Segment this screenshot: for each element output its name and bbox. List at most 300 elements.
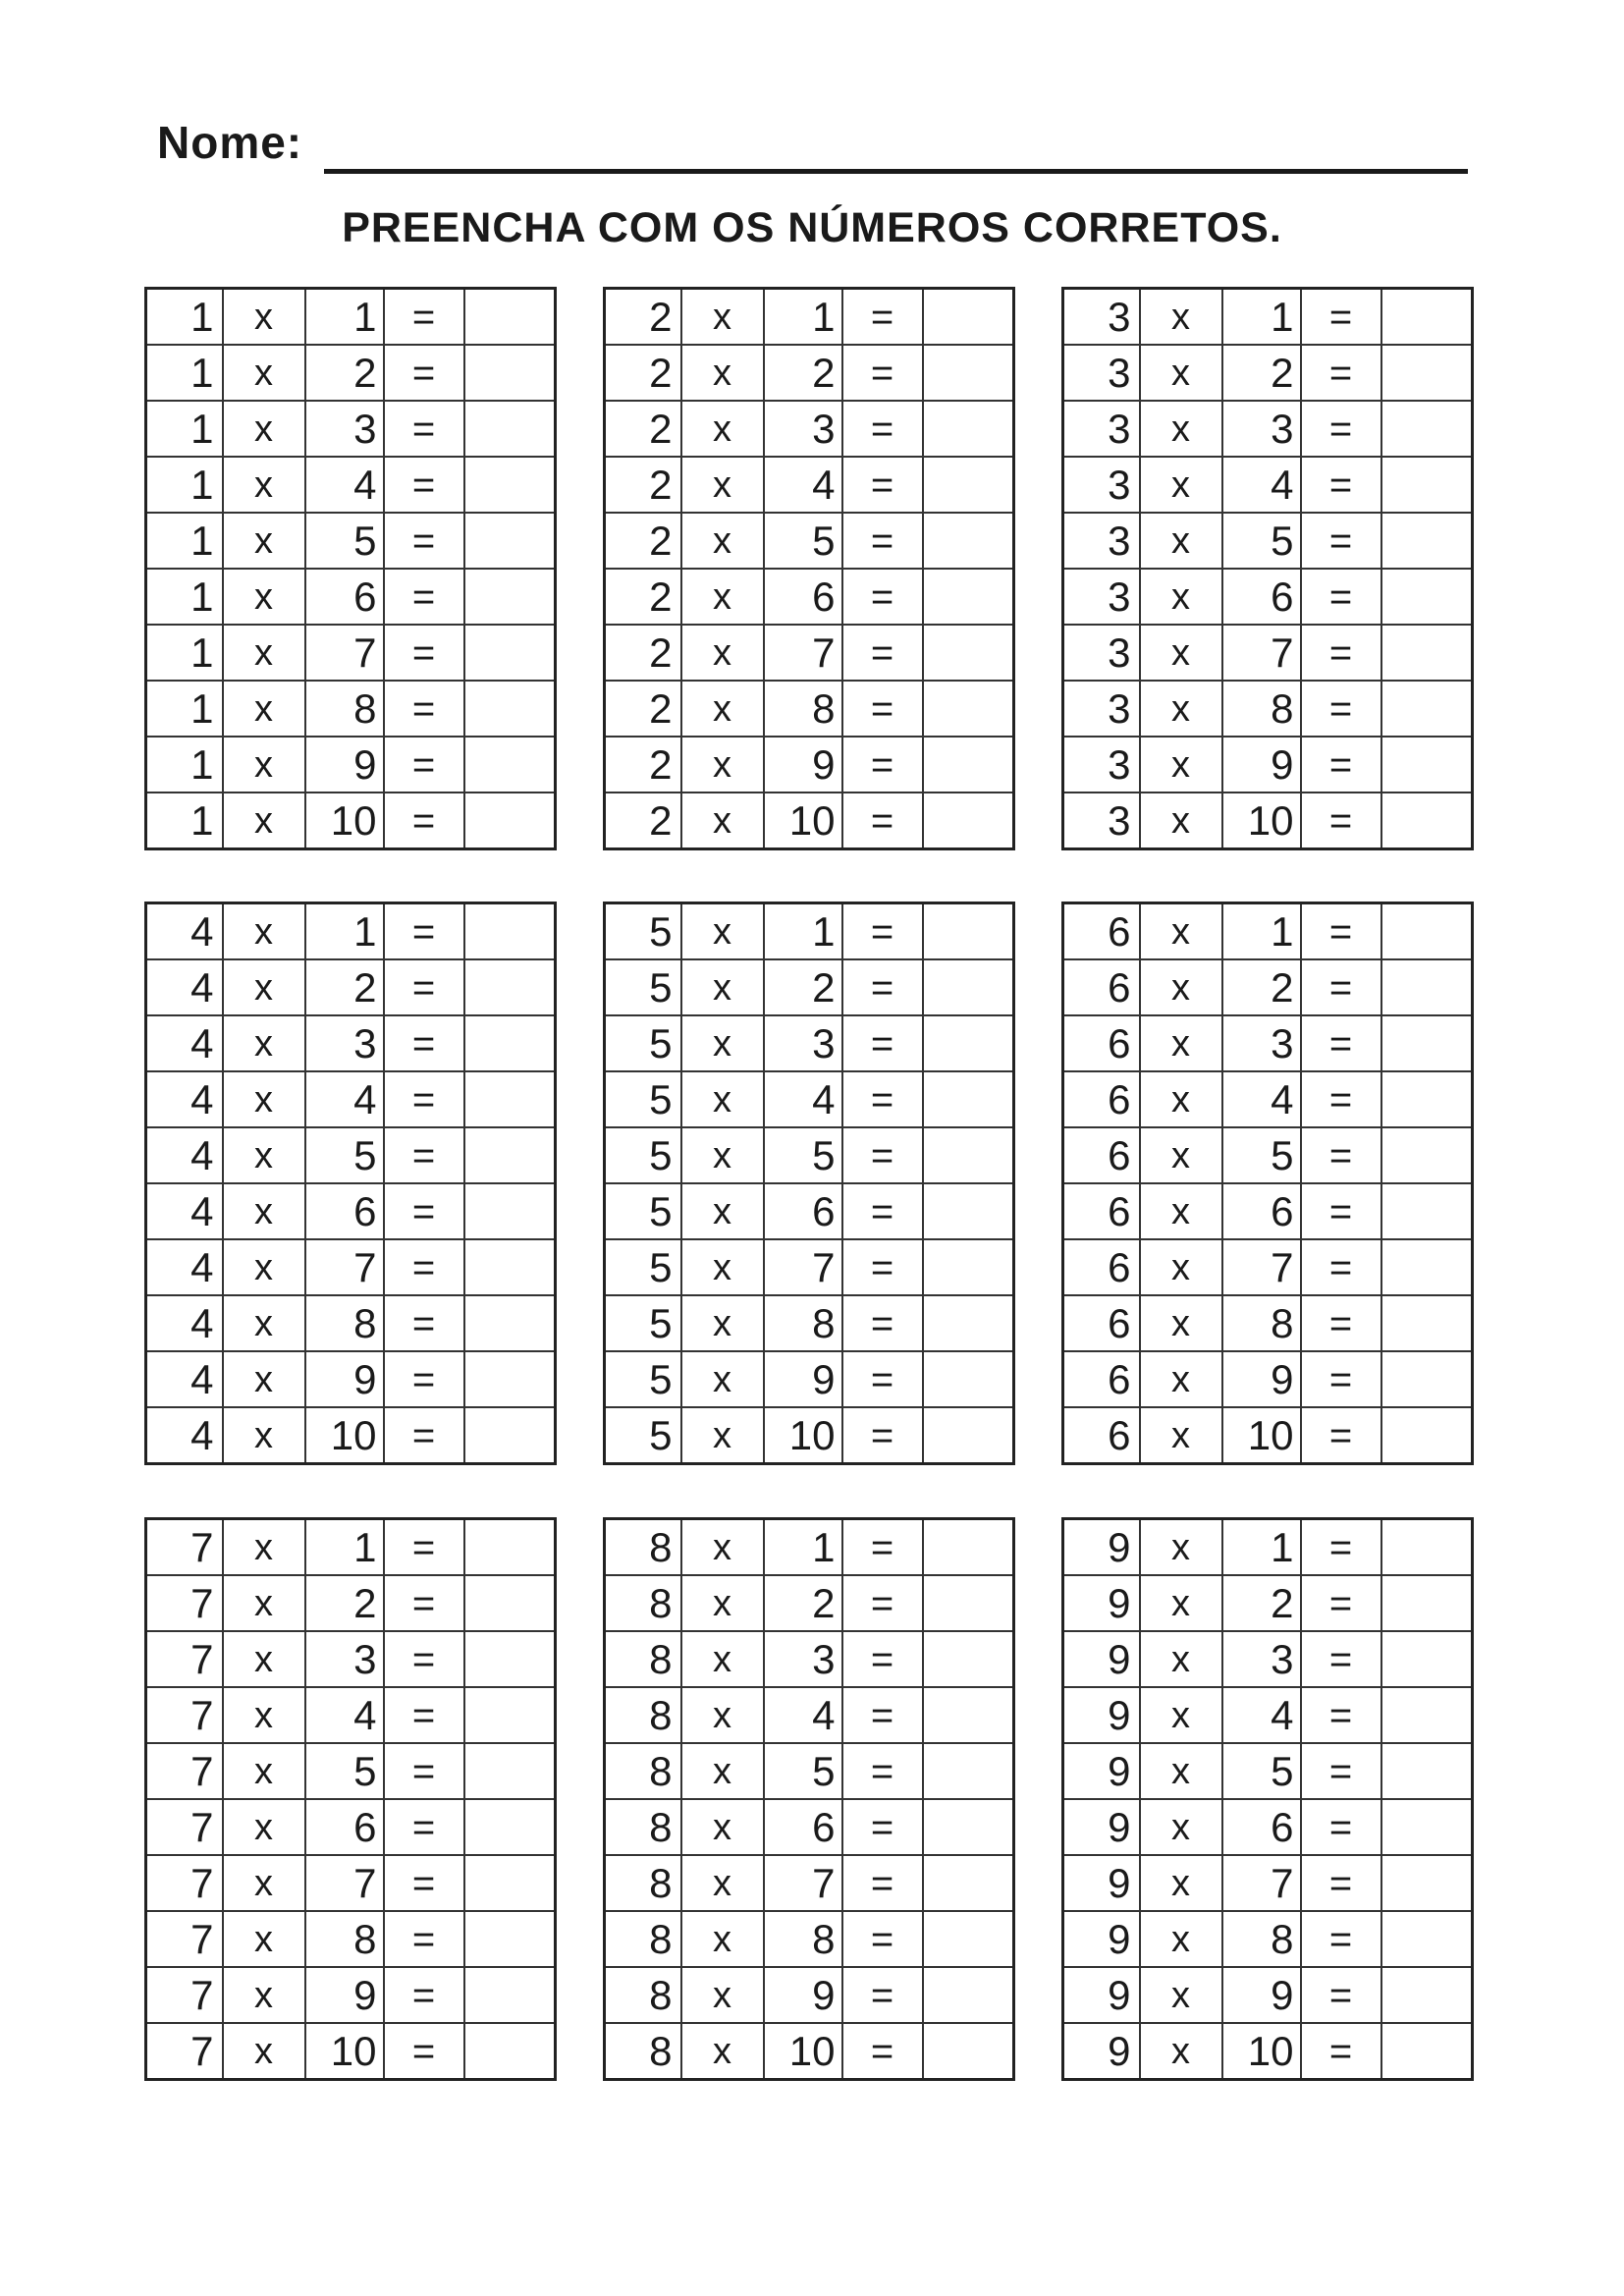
times-sign-cell: x: [681, 1183, 764, 1239]
equals-sign-cell: =: [842, 1687, 923, 1743]
times-sign-cell: x: [1140, 569, 1222, 625]
times-sign-cell: x: [223, 959, 305, 1015]
times-sign-cell: x: [1140, 1127, 1222, 1183]
multiplier-cell: 9: [764, 737, 842, 793]
name-input-line[interactable]: [324, 169, 1468, 174]
answer-cell[interactable]: [923, 1911, 1014, 1967]
answer-cell[interactable]: [1381, 1519, 1473, 1576]
equals-sign-cell: =: [384, 1799, 464, 1855]
times-sign-cell: x: [1140, 1967, 1222, 2023]
answer-cell[interactable]: [1381, 1743, 1473, 1799]
answer-cell[interactable]: [923, 1799, 1014, 1855]
equals-sign-cell: =: [842, 1911, 923, 1967]
multiplier-cell: 4: [764, 1071, 842, 1127]
answer-cell[interactable]: [464, 1911, 556, 1967]
multiplication-table-5: [603, 902, 1015, 1465]
multiplier-cell: 4: [764, 457, 842, 513]
answer-cell[interactable]: [923, 1127, 1014, 1183]
equals-sign-cell: =: [842, 2023, 923, 2080]
equals-sign-cell: =: [1301, 1519, 1381, 1576]
answer-cell[interactable]: [464, 1239, 556, 1295]
times-sign-cell: x: [681, 1967, 764, 2023]
multiplicand-cell: 4: [146, 1127, 223, 1183]
answer-cell[interactable]: [464, 1071, 556, 1127]
table-row: [146, 1799, 556, 1855]
multiplicand-cell: 5: [605, 1071, 681, 1127]
multiplier-cell: 1: [764, 903, 842, 960]
multiplicand-cell: 7: [146, 1631, 223, 1687]
multiplier-cell: 4: [764, 1687, 842, 1743]
multiplier-cell: 5: [1222, 1743, 1301, 1799]
equals-sign-cell: =: [1301, 793, 1381, 849]
equals-sign-cell: =: [842, 1799, 923, 1855]
answer-cell[interactable]: [923, 457, 1014, 513]
multiplicand-cell: 9: [1063, 1631, 1140, 1687]
answer-cell[interactable]: [464, 1407, 556, 1464]
table-row: [146, 1575, 556, 1631]
times-sign-cell: x: [1140, 289, 1222, 346]
multiplier-cell: 7: [764, 1239, 842, 1295]
answer-cell[interactable]: [464, 1519, 556, 1576]
equals-sign-cell: =: [384, 1631, 464, 1687]
times-sign-cell: x: [1140, 1239, 1222, 1295]
name-row: [157, 116, 1468, 179]
answer-cell[interactable]: [923, 1743, 1014, 1799]
answer-cell[interactable]: [923, 793, 1014, 849]
equals-sign-cell: =: [1301, 1407, 1381, 1464]
times-sign-cell: x: [223, 345, 305, 401]
answer-cell[interactable]: [923, 1967, 1014, 2023]
table-row: [605, 793, 1014, 849]
answer-cell[interactable]: [923, 1295, 1014, 1351]
answer-cell[interactable]: [464, 1575, 556, 1631]
times-sign-cell: x: [223, 289, 305, 346]
equals-sign-cell: =: [842, 1743, 923, 1799]
equals-sign-cell: =: [842, 1239, 923, 1295]
answer-cell[interactable]: [464, 681, 556, 737]
multiplier-cell: 4: [305, 1687, 384, 1743]
equals-sign-cell: =: [384, 1295, 464, 1351]
multiplicand-cell: 7: [146, 1911, 223, 1967]
multiplicand-cell: 8: [605, 1631, 681, 1687]
answer-cell[interactable]: [923, 345, 1014, 401]
times-sign-cell: x: [681, 1295, 764, 1351]
multiplier-cell: 2: [305, 1575, 384, 1631]
answer-cell[interactable]: [1381, 1015, 1473, 1071]
multiplier-cell: 1: [1222, 1519, 1301, 1576]
times-sign-cell: x: [1140, 1183, 1222, 1239]
answer-cell[interactable]: [923, 513, 1014, 569]
name-label: Nome:: [157, 117, 303, 168]
equals-sign-cell: =: [1301, 1239, 1381, 1295]
multiplicand-cell: 3: [1063, 401, 1140, 457]
answer-cell[interactable]: [923, 1687, 1014, 1743]
answer-cell[interactable]: [1381, 457, 1473, 513]
answer-cell[interactable]: [923, 959, 1014, 1015]
answer-cell[interactable]: [1381, 2023, 1473, 2080]
table-row: [605, 1743, 1014, 1799]
equals-sign-cell: =: [384, 1407, 464, 1464]
times-sign-cell: x: [223, 1183, 305, 1239]
multiplicand-cell: 6: [1063, 1183, 1140, 1239]
equals-sign-cell: =: [1301, 401, 1381, 457]
multiplicand-cell: 4: [146, 1295, 223, 1351]
answer-cell[interactable]: [464, 1687, 556, 1743]
answer-cell[interactable]: [464, 1967, 556, 2023]
equals-sign-cell: =: [842, 569, 923, 625]
equals-sign-cell: =: [1301, 1575, 1381, 1631]
answer-cell[interactable]: [1381, 793, 1473, 849]
table-row: [605, 625, 1014, 681]
table-row: [1063, 1799, 1473, 1855]
answer-cell[interactable]: [1381, 1967, 1473, 2023]
multiplicand-cell: 6: [1063, 1071, 1140, 1127]
answer-cell[interactable]: [464, 569, 556, 625]
times-sign-cell: x: [681, 401, 764, 457]
times-sign-cell: x: [223, 1575, 305, 1631]
equals-sign-cell: =: [842, 1631, 923, 1687]
table-row: [1063, 1127, 1473, 1183]
equals-sign-cell: =: [384, 401, 464, 457]
table-row: [146, 1519, 556, 1576]
answer-cell[interactable]: [1381, 401, 1473, 457]
times-sign-cell: x: [223, 2023, 305, 2080]
times-sign-cell: x: [223, 513, 305, 569]
answer-cell[interactable]: [1381, 737, 1473, 793]
multiplier-cell: 7: [764, 1855, 842, 1911]
equals-sign-cell: =: [1301, 1855, 1381, 1911]
answer-cell[interactable]: [464, 1855, 556, 1911]
multiplicand-cell: 1: [146, 681, 223, 737]
equals-sign-cell: =: [1301, 681, 1381, 737]
times-sign-cell: x: [1140, 1351, 1222, 1407]
multiplier-cell: 1: [305, 289, 384, 346]
table-row: [605, 1575, 1014, 1631]
multiplication-table-3: [1061, 287, 1474, 850]
table-row: [146, 401, 556, 457]
table-row: [605, 1239, 1014, 1295]
answer-cell[interactable]: [1381, 1911, 1473, 1967]
answer-cell[interactable]: [923, 1519, 1014, 1576]
answer-cell[interactable]: [1381, 1799, 1473, 1855]
times-sign-cell: x: [681, 513, 764, 569]
multiplicand-cell: 8: [605, 1967, 681, 2023]
answer-cell[interactable]: [464, 625, 556, 681]
multiplicand-cell: 5: [605, 1295, 681, 1351]
times-sign-cell: x: [223, 1799, 305, 1855]
answer-cell[interactable]: [1381, 625, 1473, 681]
answer-cell[interactable]: [1381, 1351, 1473, 1407]
multiplicand-cell: 3: [1063, 625, 1140, 681]
answer-cell[interactable]: [923, 737, 1014, 793]
times-sign-cell: x: [223, 401, 305, 457]
times-sign-cell: x: [1140, 1911, 1222, 1967]
table-row: [146, 1127, 556, 1183]
equals-sign-cell: =: [384, 1351, 464, 1407]
multiplier-cell: 5: [1222, 513, 1301, 569]
table-row: [1063, 1911, 1473, 1967]
table-row: [605, 569, 1014, 625]
answer-cell[interactable]: [1381, 1239, 1473, 1295]
answer-cell[interactable]: [464, 959, 556, 1015]
table-row: [146, 1015, 556, 1071]
multiplicand-cell: 4: [146, 903, 223, 960]
multiplier-cell: 8: [764, 681, 842, 737]
answer-cell[interactable]: [1381, 1127, 1473, 1183]
multiplier-cell: 10: [1222, 1407, 1301, 1464]
equals-sign-cell: =: [384, 737, 464, 793]
multiplicand-cell: 9: [1063, 1743, 1140, 1799]
equals-sign-cell: =: [842, 1183, 923, 1239]
times-sign-cell: x: [1140, 959, 1222, 1015]
answer-cell[interactable]: [464, 1183, 556, 1239]
multiplier-cell: 10: [305, 1407, 384, 1464]
multiplicand-cell: 6: [1063, 1127, 1140, 1183]
answer-cell[interactable]: [923, 2023, 1014, 2080]
equals-sign-cell: =: [842, 289, 923, 346]
answer-cell[interactable]: [464, 289, 556, 346]
table-row: [1063, 1239, 1473, 1295]
answer-cell[interactable]: [1381, 1631, 1473, 1687]
times-sign-cell: x: [681, 1743, 764, 1799]
answer-cell[interactable]: [923, 903, 1014, 960]
equals-sign-cell: =: [384, 569, 464, 625]
multiplier-cell: 2: [764, 345, 842, 401]
times-sign-cell: x: [223, 1239, 305, 1295]
multiplicand-cell: 1: [146, 569, 223, 625]
table-row: [146, 737, 556, 793]
multiplier-cell: 8: [1222, 1911, 1301, 1967]
multiplicand-cell: 7: [146, 1575, 223, 1631]
answer-cell[interactable]: [464, 1351, 556, 1407]
answer-cell[interactable]: [464, 513, 556, 569]
answer-cell[interactable]: [923, 681, 1014, 737]
times-sign-cell: x: [223, 1519, 305, 1576]
equals-sign-cell: =: [1301, 457, 1381, 513]
multiplicand-cell: 2: [605, 793, 681, 849]
equals-sign-cell: =: [1301, 1295, 1381, 1351]
table-row: [146, 513, 556, 569]
table-row: [1063, 401, 1473, 457]
table-row: [146, 2023, 556, 2080]
table-row: [605, 1295, 1014, 1351]
answer-cell[interactable]: [464, 1015, 556, 1071]
table-row: [146, 1855, 556, 1911]
table-row: [1063, 1687, 1473, 1743]
answer-cell[interactable]: [923, 1239, 1014, 1295]
answer-cell[interactable]: [923, 625, 1014, 681]
multiplicand-cell: 2: [605, 513, 681, 569]
multiplicand-cell: 9: [1063, 1799, 1140, 1855]
multiplicand-cell: 6: [1063, 1295, 1140, 1351]
table-row: [1063, 1183, 1473, 1239]
answer-cell[interactable]: [464, 1799, 556, 1855]
answer-cell[interactable]: [464, 2023, 556, 2080]
times-sign-cell: x: [223, 625, 305, 681]
answer-cell[interactable]: [923, 1855, 1014, 1911]
times-sign-cell: x: [1140, 1071, 1222, 1127]
answer-cell[interactable]: [923, 289, 1014, 346]
equals-sign-cell: =: [842, 1407, 923, 1464]
answer-cell[interactable]: [1381, 513, 1473, 569]
answer-cell[interactable]: [923, 1631, 1014, 1687]
multiplicand-cell: 2: [605, 681, 681, 737]
equals-sign-cell: =: [842, 959, 923, 1015]
table-row: [1063, 681, 1473, 737]
equals-sign-cell: =: [1301, 513, 1381, 569]
answer-cell[interactable]: [464, 457, 556, 513]
multiplicand-cell: 2: [605, 457, 681, 513]
multiplicand-cell: 5: [605, 1351, 681, 1407]
multiplier-cell: 6: [764, 569, 842, 625]
answer-cell[interactable]: [1381, 1687, 1473, 1743]
times-sign-cell: x: [1140, 345, 1222, 401]
multiplicand-cell: 1: [146, 513, 223, 569]
multiplier-cell: 8: [305, 681, 384, 737]
table-row: [1063, 457, 1473, 513]
table-row: [605, 345, 1014, 401]
equals-sign-cell: =: [384, 289, 464, 346]
times-sign-cell: x: [223, 903, 305, 960]
answer-cell[interactable]: [464, 401, 556, 457]
multiplier-cell: 7: [305, 1855, 384, 1911]
multiplier-cell: 5: [764, 1743, 842, 1799]
multiplier-cell: 5: [305, 1743, 384, 1799]
answer-cell[interactable]: [923, 1071, 1014, 1127]
multiplicand-cell: 8: [605, 1743, 681, 1799]
table-row: [605, 1799, 1014, 1855]
equals-sign-cell: =: [1301, 1015, 1381, 1071]
equals-sign-cell: =: [1301, 959, 1381, 1015]
equals-sign-cell: =: [384, 1239, 464, 1295]
table-row: [605, 959, 1014, 1015]
multiplier-cell: 1: [764, 1519, 842, 1576]
times-sign-cell: x: [223, 1631, 305, 1687]
multiplicand-cell: 3: [1063, 793, 1140, 849]
multiplicand-cell: 9: [1063, 1967, 1140, 2023]
multiplier-cell: 4: [1222, 457, 1301, 513]
multiplicand-cell: 4: [146, 1407, 223, 1464]
times-sign-cell: x: [223, 569, 305, 625]
multiplier-cell: 2: [1222, 1575, 1301, 1631]
equals-sign-cell: =: [384, 1183, 464, 1239]
equals-sign-cell: =: [1301, 1911, 1381, 1967]
answer-cell[interactable]: [464, 1295, 556, 1351]
answer-cell[interactable]: [464, 1743, 556, 1799]
multiplicand-cell: 8: [605, 1687, 681, 1743]
equals-sign-cell: =: [1301, 737, 1381, 793]
multiplier-cell: 10: [1222, 793, 1301, 849]
answer-cell[interactable]: [1381, 345, 1473, 401]
multiplier-cell: 9: [764, 1351, 842, 1407]
multiplier-cell: 5: [764, 1127, 842, 1183]
table-row: [1063, 1855, 1473, 1911]
answer-cell[interactable]: [464, 345, 556, 401]
equals-sign-cell: =: [384, 1127, 464, 1183]
table-row: [605, 401, 1014, 457]
answer-cell[interactable]: [1381, 959, 1473, 1015]
table-row: [1063, 1967, 1473, 2023]
multiplier-cell: 1: [1222, 289, 1301, 346]
answer-cell[interactable]: [923, 401, 1014, 457]
times-sign-cell: x: [1140, 1575, 1222, 1631]
multiplicand-cell: 6: [1063, 1239, 1140, 1295]
answer-cell[interactable]: [464, 737, 556, 793]
multiplier-cell: 3: [1222, 1631, 1301, 1687]
answer-cell[interactable]: [1381, 903, 1473, 960]
multiplier-cell: 9: [305, 737, 384, 793]
multiplier-cell: 10: [764, 2023, 842, 2080]
multiplier-cell: 7: [764, 625, 842, 681]
multiplicand-cell: 3: [1063, 569, 1140, 625]
answer-cell[interactable]: [923, 1575, 1014, 1631]
equals-sign-cell: =: [384, 1015, 464, 1071]
multiplier-cell: 9: [305, 1351, 384, 1407]
times-sign-cell: x: [681, 1239, 764, 1295]
table-row: [1063, 625, 1473, 681]
answer-cell[interactable]: [923, 1351, 1014, 1407]
multiplier-cell: 3: [305, 1631, 384, 1687]
multiplicand-cell: 5: [605, 959, 681, 1015]
table-row: [605, 457, 1014, 513]
answer-cell[interactable]: [923, 1407, 1014, 1464]
times-sign-cell: x: [681, 1911, 764, 1967]
times-sign-cell: x: [681, 345, 764, 401]
answer-cell[interactable]: [1381, 1183, 1473, 1239]
equals-sign-cell: =: [842, 1967, 923, 2023]
answer-cell[interactable]: [923, 1015, 1014, 1071]
multiplier-cell: 5: [764, 513, 842, 569]
multiplier-cell: 9: [1222, 1967, 1301, 2023]
answer-cell[interactable]: [1381, 681, 1473, 737]
multiplicand-cell: 5: [605, 1407, 681, 1464]
table-row: [1063, 345, 1473, 401]
multiplicand-cell: 7: [146, 2023, 223, 2080]
answer-cell[interactable]: [1381, 1071, 1473, 1127]
times-sign-cell: x: [1140, 681, 1222, 737]
answer-cell[interactable]: [464, 1127, 556, 1183]
answer-cell[interactable]: [923, 1183, 1014, 1239]
equals-sign-cell: =: [842, 681, 923, 737]
times-sign-cell: x: [1140, 1015, 1222, 1071]
answer-cell[interactable]: [1381, 1575, 1473, 1631]
answer-cell[interactable]: [1381, 569, 1473, 625]
multiplier-cell: 8: [305, 1295, 384, 1351]
equals-sign-cell: =: [384, 903, 464, 960]
answer-cell[interactable]: [464, 1631, 556, 1687]
table-row: [1063, 1015, 1473, 1071]
times-sign-cell: x: [681, 2023, 764, 2080]
times-sign-cell: x: [1140, 793, 1222, 849]
answer-cell[interactable]: [1381, 1855, 1473, 1911]
times-sign-cell: x: [223, 1687, 305, 1743]
answer-cell[interactable]: [1381, 1295, 1473, 1351]
answer-cell[interactable]: [1381, 1407, 1473, 1464]
answer-cell[interactable]: [464, 903, 556, 960]
answer-cell[interactable]: [923, 569, 1014, 625]
multiplier-cell: 5: [305, 1127, 384, 1183]
answer-cell[interactable]: [1381, 289, 1473, 346]
multiplier-cell: 10: [305, 793, 384, 849]
times-sign-cell: x: [1140, 1519, 1222, 1576]
multiplier-cell: 2: [305, 345, 384, 401]
times-sign-cell: x: [681, 959, 764, 1015]
times-sign-cell: x: [1140, 2023, 1222, 2080]
answer-cell[interactable]: [464, 793, 556, 849]
times-sign-cell: x: [681, 903, 764, 960]
times-sign-cell: x: [1140, 1687, 1222, 1743]
multiplicand-cell: 9: [1063, 1519, 1140, 1576]
